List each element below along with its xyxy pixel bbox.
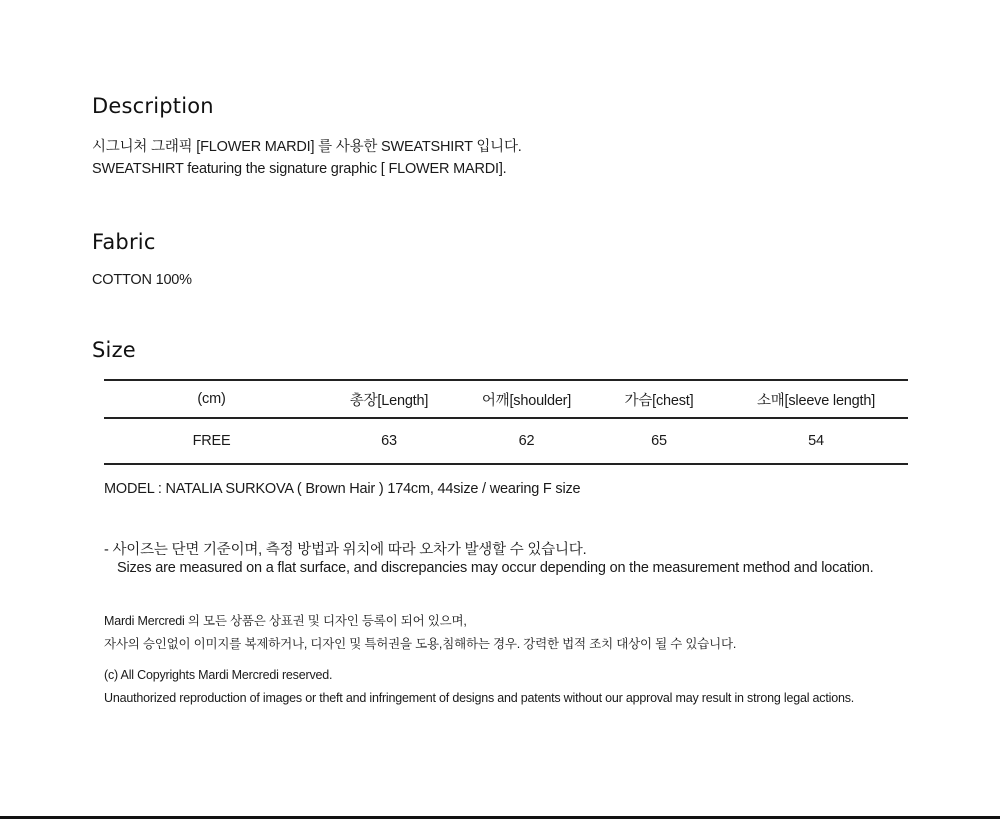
shoulder-value: 62 [459,418,594,464]
size-heading: Size [92,338,136,362]
legal-korean-line-2: 자사의 승인없이 이미지를 복제하거나, 디자인 및 특허권을 도용,침해하는 경우. 강력한 법적 조치 대상이 될 수 있습니다. [104,637,737,651]
size-table [104,379,908,465]
fabric-heading: Fabric [92,230,156,254]
sleeve-length-value: 54 [724,418,908,464]
measure-note-korean: - 사이즈는 단면 기준이며, 측정 방법과 위치에 따라 오차가 발생할 수 있습니다. [104,542,587,558]
size-table-header-row [104,380,908,418]
legal-english-warning: Unauthorized reproduction of images or theft and infringement of designs and patents without our approval may result in strong legal actions. [104,691,855,705]
header-sleeve-length: 소매[sleeve length] [724,380,908,418]
header-unit: (cm) [104,380,319,418]
measure-note-english: Sizes are measured on a flat surface, and discrepancies may occur depending on the measurement method and location. [117,560,874,576]
table-row [104,418,908,464]
model-note: MODEL : NATALIA SURKOVA ( Brown Hair ) 174cm, 44size / wearing F size [104,481,581,497]
description-heading: Description [92,94,214,118]
description-english-text: SWEATSHIRT featuring the signature graphic [ FLOWER MARDI]. [92,161,507,177]
copyright-notice: (c) All Copyrights Mardi Mercredi reserved. [104,668,333,682]
header-length: 총장[Length] [319,380,459,418]
description-korean-text: 시그니처 그래픽 [FLOWER MARDI] 를 사용한 SWEATSHIRT 입니다. [92,139,522,155]
fabric-value: COTTON 100% [92,272,192,288]
chest-value: 65 [594,418,724,464]
length-value: 63 [319,418,459,464]
legal-korean-line-1: Mardi Mercredi 의 모든 상품은 상표권 및 디자인 등록이 되어 있으며, [104,614,467,628]
size-label: FREE [104,418,319,464]
header-chest: 가슴[chest] [594,380,724,418]
header-shoulder: 어깨[shoulder] [459,380,594,418]
